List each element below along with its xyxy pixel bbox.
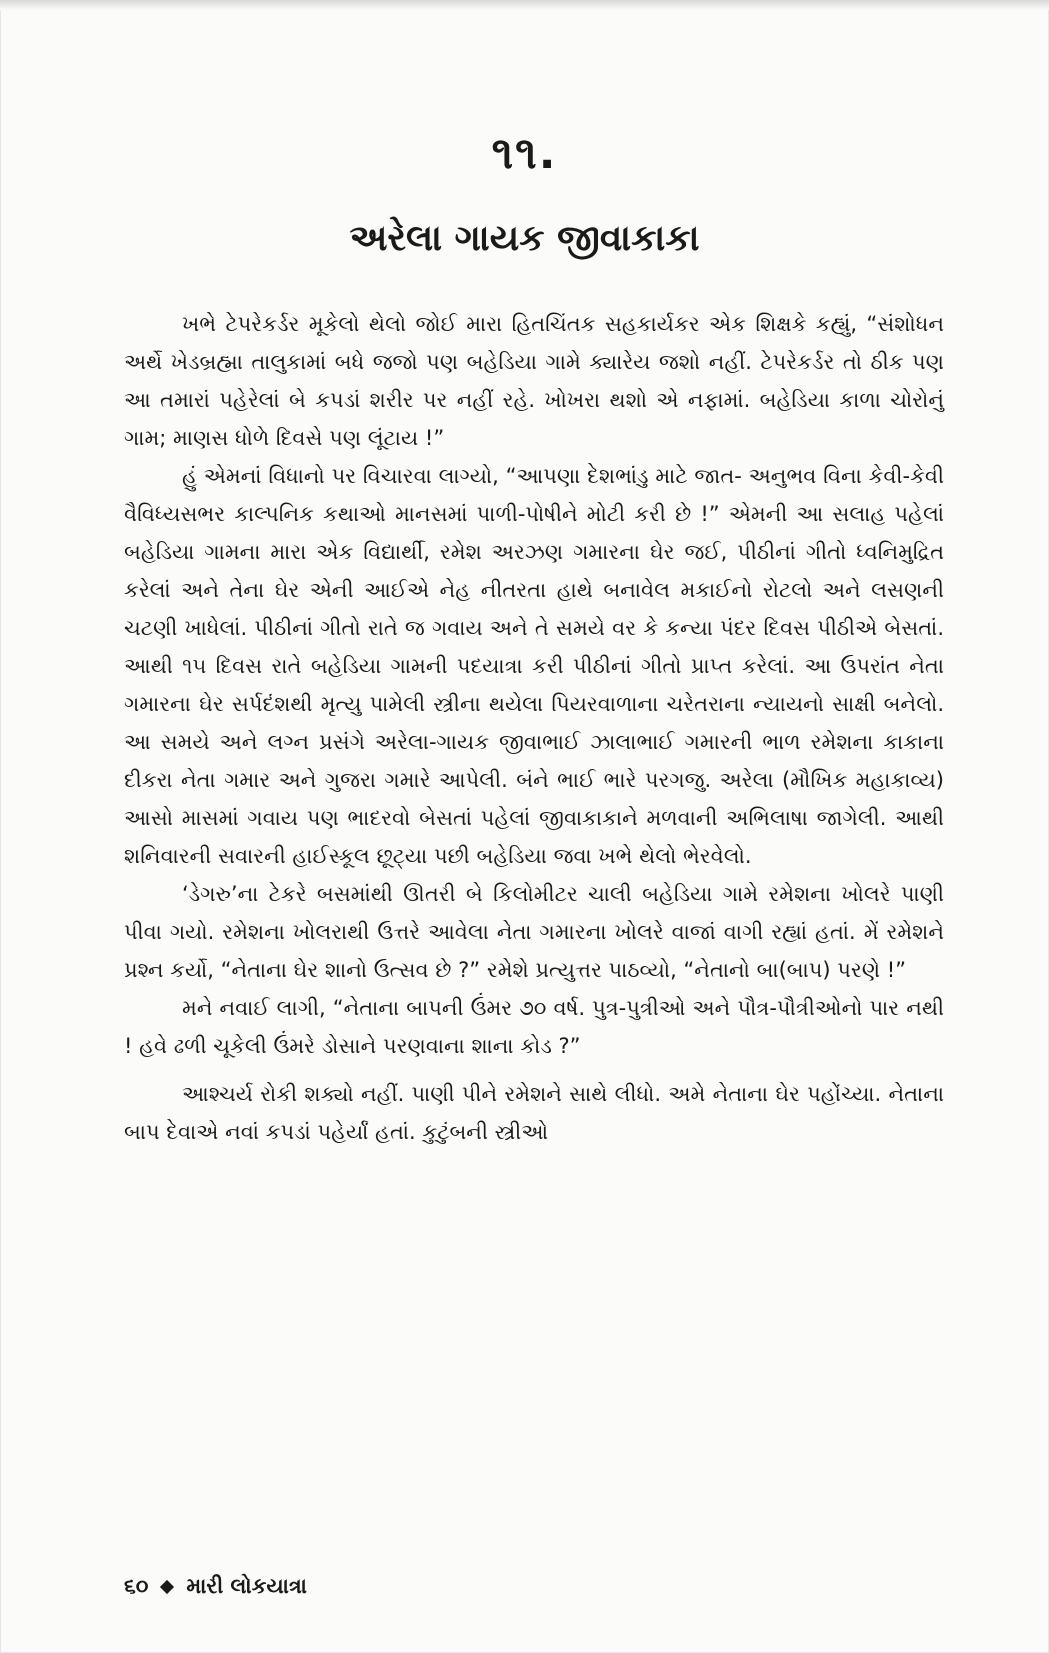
page-number: ૬૦: [124, 1574, 149, 1598]
chapter-body: [124, 305, 944, 1151]
book-title: મારી લોકયાત્રા: [186, 1574, 307, 1598]
chapter-title: અરેલા ગાયક જીવાકાકા: [349, 218, 700, 259]
paragraph: ‘ડેગરુ’ના ટેકરે બસમાંથી ઊતરી બે કિલોમીટર ચાલી બહેડિયા ગામે રમેશના ખોલરે પાણી પીવા ગયો. રમેશના ખોલરાથી ઉત્તરે આવેલા નેતા ગમારના ખોલરે વાજાં વાગી રહ્યાં હતાં. મેં રમેશને પ્રશ્ન કર્યો, “નેતાના ઘેર શાનો ઉત્સવ છે ?” રમેશે પ્રત્યુત્તર પાઠવ્યો, “નેતાનો બા(બાપ) પરણે !”: [124, 882, 944, 982]
paragraph: ખભે ટેપરેકર્ડર મૂકેલો થેલો જોઈ મારા હિતચિંતક સહકાર્યકર એક શિક્ષકે કહ્યું, “સંશોધન અર્થે ખેડબ્રહ્મા તાલુકામાં બધે જજો પણ બહેડિયા ગામે ક્યારેય જશો નહીં. ટેપરેકર્ડર તો ઠીક પણ આ તમારાં પહેરેલાં બે કપડાં શરીર પર નહીં રહે. ખોખરા થશો એ નફામાં. બહેડિયા કાળા ચોરોનું ગામ; માણસ ધોળે દિવસે પણ લૂંટાય !”: [124, 312, 944, 450]
page-footer: [124, 1574, 307, 1599]
page-top-edge: [0, 0, 1049, 10]
diamond-icon: [160, 1579, 174, 1593]
paragraph: આશ્ચર્ય રોકી શક્યો નહીં. પાણી પીને રમેશને સાથે લીધો. અમે નેતાના ઘેર પહોંચ્યા. નેતાના બાપ દેવાએ નવાં કપડાં પહેર્યાં હતાં. કુટુંબની સ્ત્રીઓ: [124, 1082, 944, 1144]
chapter-number: ૧૧.: [491, 128, 558, 179]
paragraph: હું એમનાં વિધાનો પર વિચારવા લાગ્યો, “આપણા દેશભાંડુ માટે જાત- અનુભવ વિના કેવી-કેવી વૈવિધ્યસભર કાલ્પનિક કથાઓ માનસમાં પાળી-પોષીને મોટી કરી છે !” એમની આ સલાહ પહેલાં બહેડિયા ગામના મારા એક વિદ્યાર્થી, રમેશ અરઝણ ગમારના ઘેર જઈ, પીઠીનાં ગીતો ધ્વનિમુદ્રિત કરેલાં અને તેના ઘેર એની આઈએ નેહ નીતરતા હાથે બનાવેલ મકાઈનો રોટલો અને લસણની ચટણી ખાધેલાં. પીઠીનાં ગીતો રાતે જ ગવાય અને તે સમયે વર કે કન્યા પંદર દિવસ પીઠીએ બેસતાં. આથી ૧૫ દિવસ રાતે બહેડિયા ગામની પદયાત્રા કરી પીઠીનાં ગીતો પ્રાપ્ત કરેલાં. આ ઉપરાંત નેતા ગમારના ઘેર સર્પદંશથી મૃત્યુ પામેલી સ્ત્રીના થયેલા પિયરવાળાના ચરેતરાના ન્યાયનો સાક્ષી બનેલો. આ સમયે અને લગ્ન પ્રસંગે અરેલા-ગાયક જીવાભાઈ ઝાલાભાઈ ગમારની ભાળ રમેશના કાકાના દીકરા નેતા ગમાર અને ગુજરા ગમારે આપેલી. બંને ભાઈ ભારે પરગજુ. અરેલા (મૌખિક મહાકાવ્ય) આસો માસમાં ગવાય પણ ભાદરવો બેસતાં પહેલાં જીવાકાકાને મળવાની અભિલાષા જાગેલી. આથી શનિવારની સવારની હાઈસ્કૂલ છૂટ્યા પછી બહેડિયા જવા ખભે થેલો ભેરવેલો.: [124, 464, 944, 868]
paragraph: મને નવાઈ લાગી, “નેતાના બાપની ઉંમર ૭૦ વર્ષ. પુત્ર-પુત્રીઓ અને પૌત્ર-પૌત્રીઓનો પાર નથી ! હવે ઢળી ચૂકેલી ઉંમરે ડોસાને પરણવાના શાના કોડ ?”: [124, 996, 944, 1058]
